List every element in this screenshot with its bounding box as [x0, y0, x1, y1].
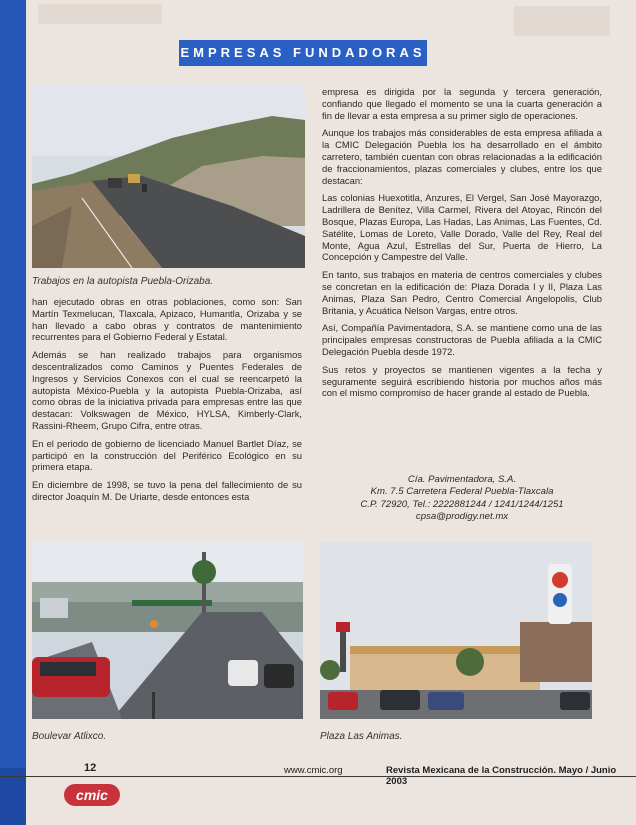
left-column	[32, 296, 302, 509]
right-paragraph: Aunque los trabajos más considerables de esta empresa afiliada a la CMIC Delegación Puebla los ha desarrollado en el ámbito carretero, también cuentan con obras relacionadas a la edificación de fraccionamientos, plazas comerciales y clubes, entre los que destacan:	[322, 127, 602, 186]
right-paragraph: Así, Compañía Pavimentadora, S.A. se mantiene como una de las principales empresas constructoras de Puebla afiliada a la CMIC Delegación Puebla desde 1972.	[322, 322, 602, 357]
left-blue-stripe	[0, 0, 26, 825]
section-title: EMPRESAS FUNDADORAS	[179, 40, 427, 66]
right-paragraph: empresa es dirigida por la segunda y tercera generación, confiando que llegado el momento se una la cuarta generación a fin de llevar a esta empresa a su primer siglo de operaciones.	[322, 86, 602, 121]
photo-highway-works	[32, 86, 305, 268]
cmic-logo: cmic	[64, 784, 120, 806]
right-paragraph: En tanto, sus trabajos en materia de centros comerciales y clubes se concretan en la edificación de: Plaza Dorada I y II, Plaza Las Animas, Plaza San Pedro, Centro Comercial Angelopolis, Club Britania, y Acuática Nelson Vargas, entre otros.	[322, 269, 602, 316]
photo-boulevard-caption: Boulevar Atlixco.	[32, 731, 107, 742]
photo-highway-works-image	[32, 86, 305, 268]
right-paragraph: Sus retos y proyectos se mantienen vigentes a la fecha y seguramente seguirá escribiendo historia por muchos años más con el mismo compromiso de hacer grande al estado de Puebla.	[322, 363, 602, 399]
company-contact-block	[322, 474, 602, 524]
footer-magazine-title: Revista Mexicana de la Construcción. Mayo / Junio 2003	[386, 765, 617, 787]
photo-plaza	[320, 542, 592, 719]
right-paragraph: Las colonias Huexotitla, Anzures, El Vergel, San José Mayorazgo, Ladrillera de Benítez, Villa Carmel, Rivera del Atoyac, Rincón del Bosque, Plazas Europa, Las Hadas, Las Animas, Las Fuentes, Cd. Satélite, Lomas de Loreto, Valle Dorado, Valle del Rey, Real del Monte, Agua Azul, Estrellas del Sur, Puerta de Hierro, La Concepción y Campestre del Valle.	[322, 192, 602, 263]
photo-plaza-image	[320, 542, 592, 719]
company-address: Km. 7.5 Carretera Federal Puebla-Tlaxcala	[370, 486, 554, 498]
left-paragraph: han ejecutado obras en otras poblaciones, como son: San Martín Texmelucan, Tlaxcala, Apizaco, Humantla, Orizaba y se han llevado a cabo obras y contratos de mantenimiento recurrentes para el Gobierno Federal y Estatal.	[32, 296, 302, 343]
page-number: 12	[84, 762, 97, 774]
footer-url: www.cmic.org	[284, 765, 343, 776]
right-column	[322, 86, 602, 405]
photo-boulevard	[32, 542, 303, 719]
company-phone: C.P. 72920, Tel.: 2222881244 / 1241/1244/1251	[360, 498, 564, 510]
company-email: cpsa@prodigy.net.mx	[415, 511, 509, 523]
left-paragraph: Además se han realizado trabajos para organismos descentralizados como Caminos y Puentes Federales de Ingresos y Servicios Conexos con el cual se reencarpetó la autopista México-Puebla y la autopista Puebla-Orizaba, así como obras de la iniciativa privada para empresas entre las que destacan: Volkswagen de México, HYLSA, Kimberly-Clark, Rassini-Rheem, Grupo Cifra, entre otras.	[32, 349, 302, 431]
photo-plaza-caption: Plaza Las Animas.	[320, 731, 403, 742]
photo-highway-works-caption: Trabajos en la autopista Puebla-Orizaba.	[32, 276, 214, 287]
scan-sticker-mark	[514, 6, 610, 36]
left-paragraph: En diciembre de 1998, se tuvo la pena del fallecimiento de su director Joaquín M. De Uriarte, desde entonces esta	[32, 479, 302, 502]
photo-boulevard-image	[32, 542, 303, 719]
left-paragraph: En el periodo de gobierno de licenciado Manuel Bartlet Díaz, se participó en la construcción del Periférico Ecológico en su primera etapa.	[32, 437, 302, 473]
scan-sticker-mark	[38, 4, 162, 24]
company-name: Cía. Pavimentadora, S.A.	[407, 474, 517, 485]
